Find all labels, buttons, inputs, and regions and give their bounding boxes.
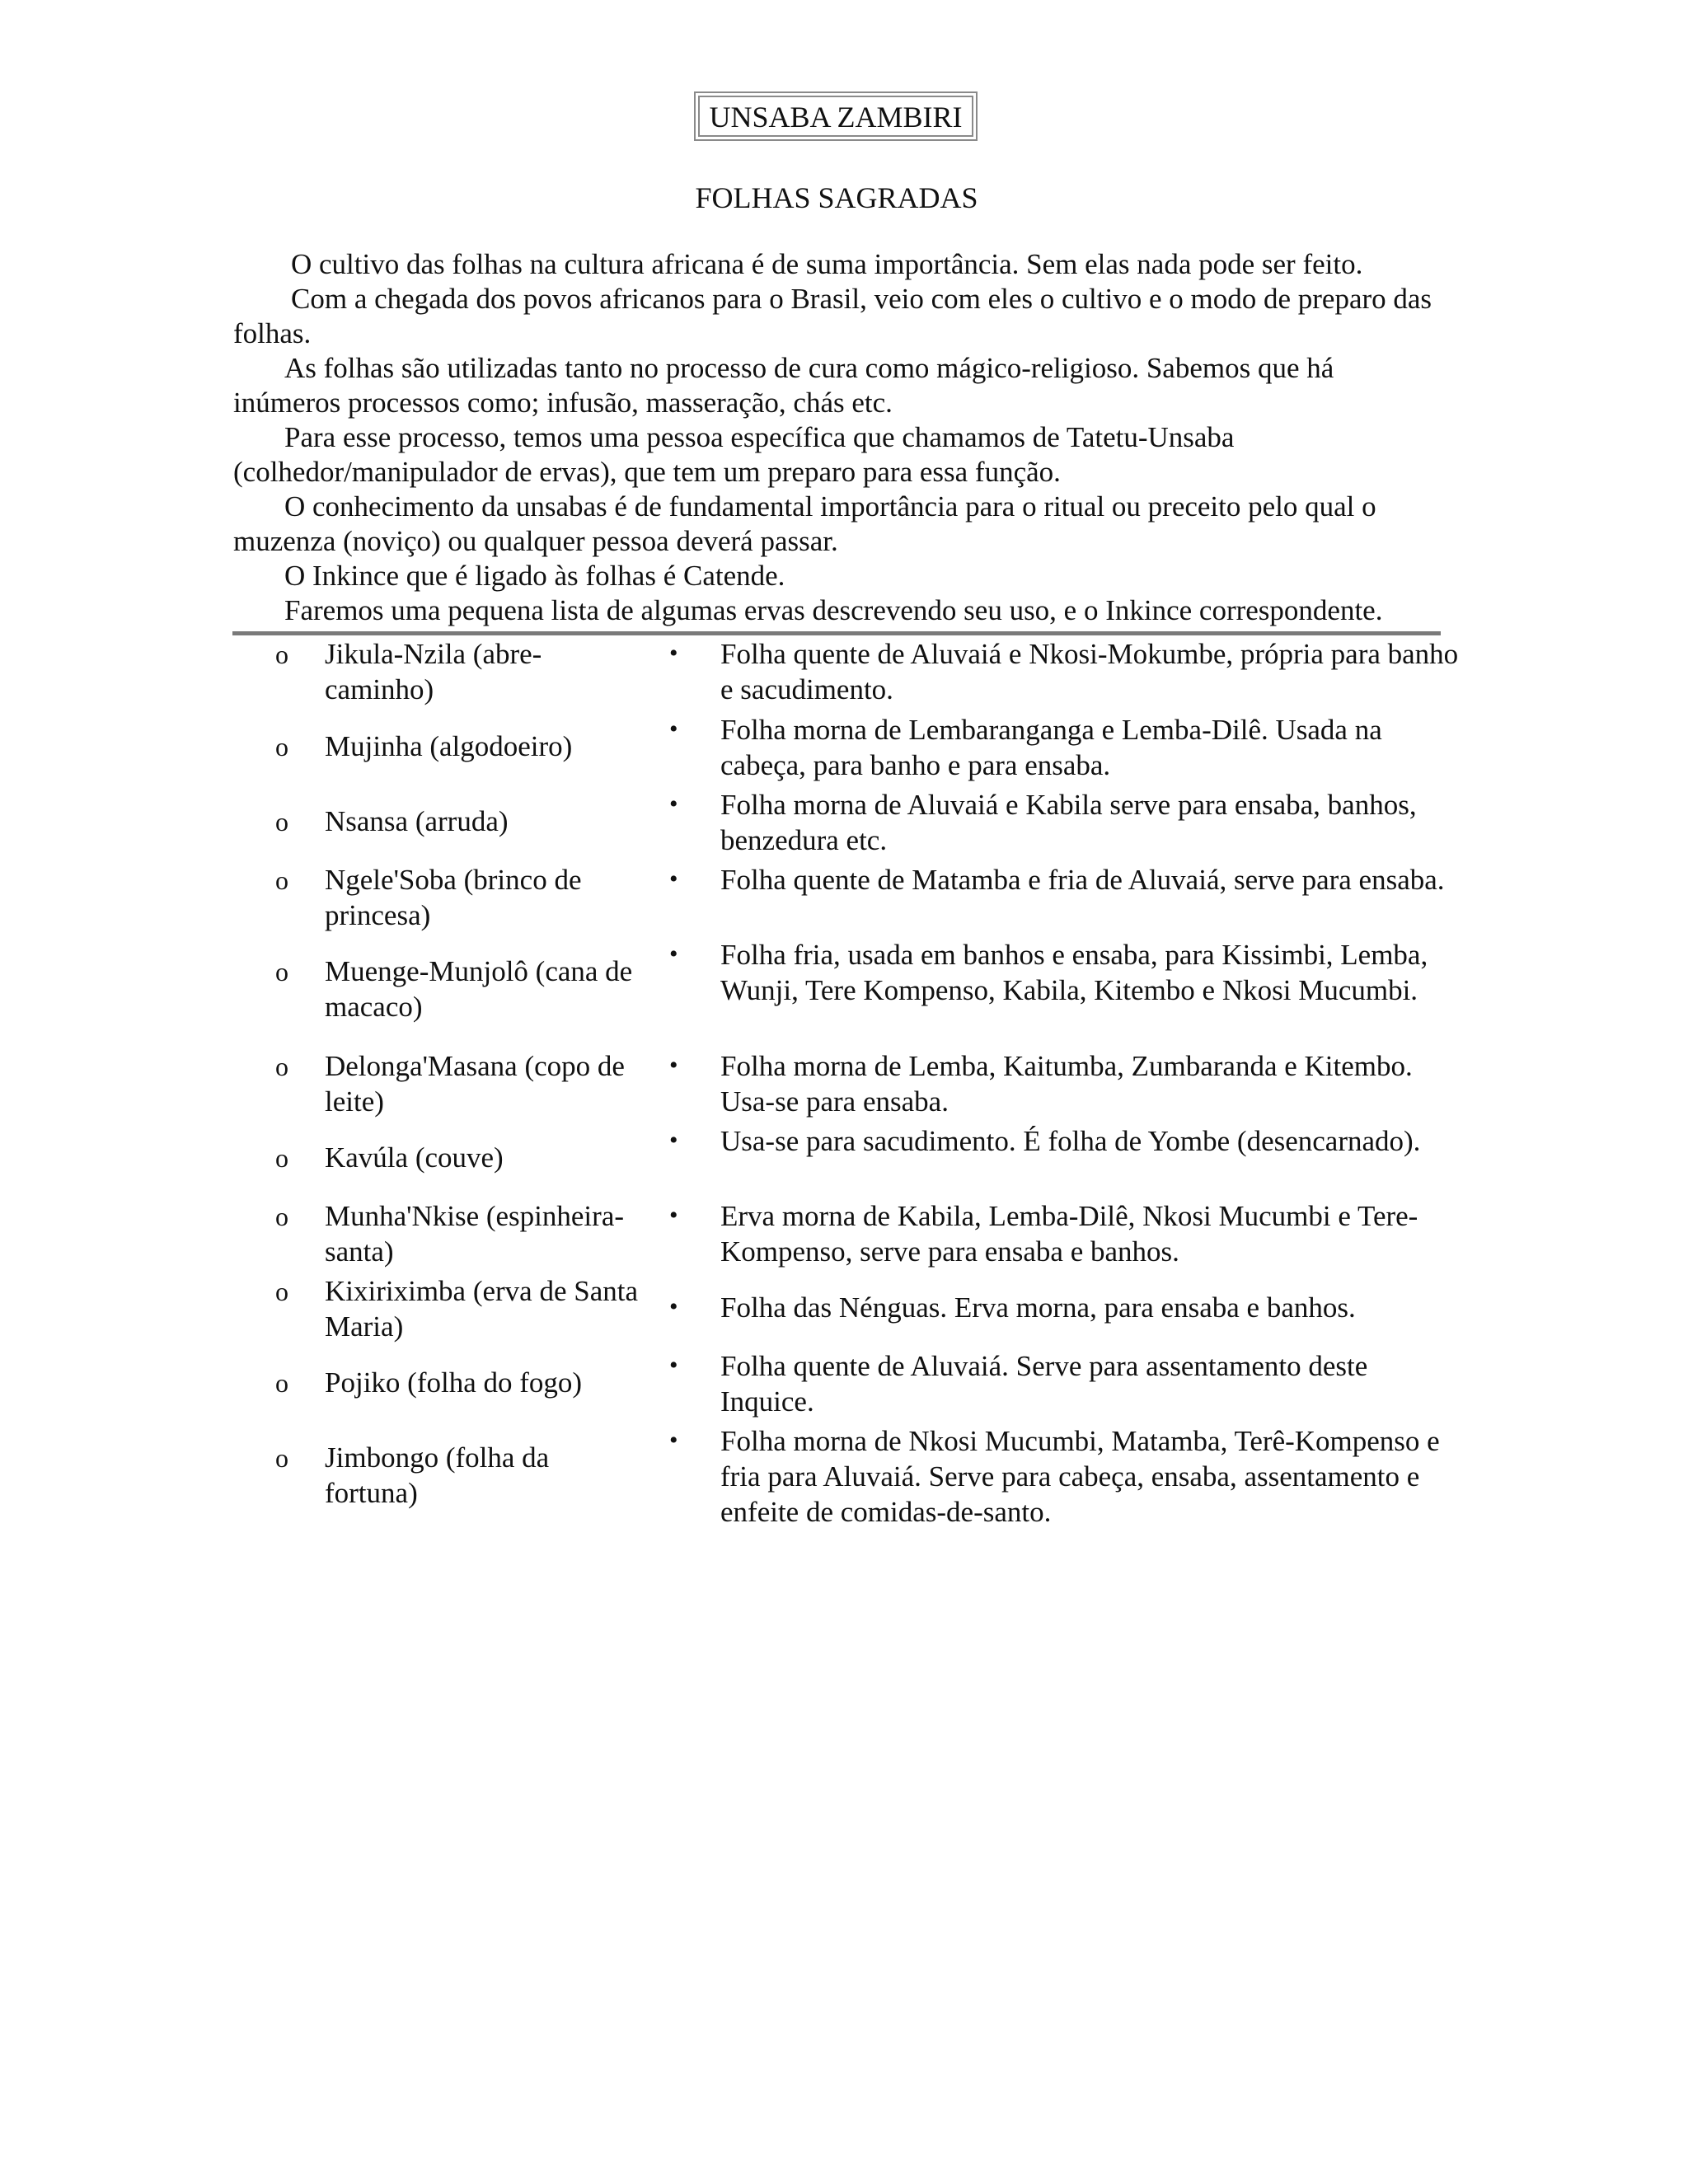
intro-paragraph: Com a chegada dos povos africanos para o Brasil, veio com eles o cultivo e o modo de preparo das folhas.	[233, 283, 1432, 349]
leaf-name: Jimbongo (folha da fortuna)	[325, 1441, 550, 1509]
leaf-name: Kavúla (couve)	[325, 1141, 504, 1174]
leaf-description: Folha morna de Aluvaiá e Kabila serve para ensaba, banhos, benzedura etc.	[720, 789, 1417, 856]
intro-paragraph: As folhas são utilizadas tanto no processo de cura como mágico-religioso. Sabemos que há inúmeros processos como; infusão, masseração, chás etc.	[233, 352, 1334, 419]
circle-bullet-icon: o	[275, 732, 288, 762]
circle-bullet-icon: o	[275, 865, 288, 895]
leaf-description: Erva morna de Kabila, Lemba-Dilê, Nkosi Mucumbi e Tere-Kompenso, serve para ensaba e banhos.	[720, 1200, 1418, 1268]
intro-paragraph: O conhecimento da unsabas é de fundamental importância para o ritual ou preceito pelo qual o muzenza (noviço) ou qualquer pessoa deverá passar.	[233, 490, 1376, 557]
bullet-icon: •	[669, 1052, 678, 1079]
bullet-icon: •	[669, 1427, 678, 1454]
circle-bullet-icon: o	[275, 1443, 288, 1473]
circle-bullet-icon: o	[275, 807, 288, 837]
leaf-name: Jikula-Nzila (abre-caminho)	[325, 638, 542, 705]
leaf-name: Delonga'Masana (copo de leite)	[325, 1050, 625, 1118]
leaf-description: Usa-se para sacudimento. É folha de Yombe (desencarnado).	[720, 1125, 1421, 1157]
circle-bullet-icon: o	[275, 640, 288, 669]
bullet-icon: •	[669, 715, 678, 743]
bullet-icon: •	[669, 790, 678, 818]
bullet-icon: •	[669, 865, 678, 893]
leaf-name: Ngele'Soba (brinco de princesa)	[325, 864, 582, 931]
leaf-name: Kixiriximba (erva de Santa Maria)	[325, 1275, 639, 1343]
bullet-icon: •	[669, 1352, 678, 1379]
bullet-icon: •	[669, 640, 678, 667]
leaf-description: Folha das Nénguas. Erva morna, para ensaba e banhos.	[720, 1291, 1356, 1324]
circle-bullet-icon: o	[275, 1368, 288, 1398]
leaf-name: Nsansa (arruda)	[325, 805, 509, 837]
circle-bullet-icon: o	[275, 1052, 288, 1081]
bullet-icon: •	[669, 1127, 678, 1154]
circle-bullet-icon: o	[275, 1143, 288, 1173]
circle-bullet-icon: o	[275, 1202, 288, 1231]
leaf-description: Folha quente de Aluvaiá e Nkosi-Mokumbe, própria para banho e sacudimento.	[720, 638, 1459, 705]
leaf-name: Mujinha (algodoeiro)	[325, 730, 573, 762]
intro-paragraph: O cultivo das folhas na cultura africana é de suma importância. Sem elas nada pode ser feito.	[291, 248, 1363, 280]
leaf-name: Munha'Nkise (espinheira-santa)	[325, 1200, 625, 1268]
bullet-icon: •	[669, 1202, 678, 1229]
leaf-description: Folha morna de Nkosi Mucumbi, Matamba, Terê-Kompenso e fria para Aluvaiá. Serve para cabeça, ensaba, assentamento e enfeite de comidas-de-santo.	[720, 1425, 1440, 1528]
leaf-description: Folha fria, usada em banhos e ensaba, para Kissimbi, Lemba, Wunji, Tere Kompenso, Kabila, Kitembo e Nkosi Mucumbi.	[720, 939, 1428, 1006]
intro-paragraph: Para esse processo, temos uma pessoa específica que chamamos de Tatetu-Unsaba (colhedor/manipulador de ervas), que tem um preparo para essa função.	[233, 421, 1235, 488]
leaf-description: Folha morna de Lembaranganga e Lemba-Dilê. Usada na cabeça, para banho e para ensaba.	[720, 714, 1382, 781]
leaf-name: Muenge-Munjolô (cana de macaco)	[325, 955, 633, 1023]
leaf-description: Folha quente de Aluvaiá. Serve para assentamento deste Inquice.	[720, 1350, 1368, 1418]
page-title: UNSABA ZAMBIRI	[698, 96, 973, 137]
circle-bullet-icon: o	[275, 1277, 288, 1306]
bullet-icon: •	[669, 1293, 678, 1320]
bullet-icon: •	[669, 940, 678, 968]
page-subtitle: FOLHAS SAGRADAS	[695, 181, 978, 214]
leaf-description: Folha quente de Matamba e fria de Aluvaiá, serve para ensaba.	[720, 864, 1445, 896]
leaf-name: Pojiko (folha do fogo)	[325, 1366, 583, 1399]
intro-paragraph: O Inkince que é ligado às folhas é Catende.	[284, 560, 785, 592]
circle-bullet-icon: o	[275, 957, 288, 987]
intro-paragraph: Faremos uma pequena lista de algumas ervas descrevendo seu uso, e o Inkince correspondente.	[284, 594, 1383, 626]
leaf-description: Folha morna de Lemba, Kaitumba, Zumbaranda e Kitembo. Usa-se para ensaba.	[720, 1050, 1413, 1118]
